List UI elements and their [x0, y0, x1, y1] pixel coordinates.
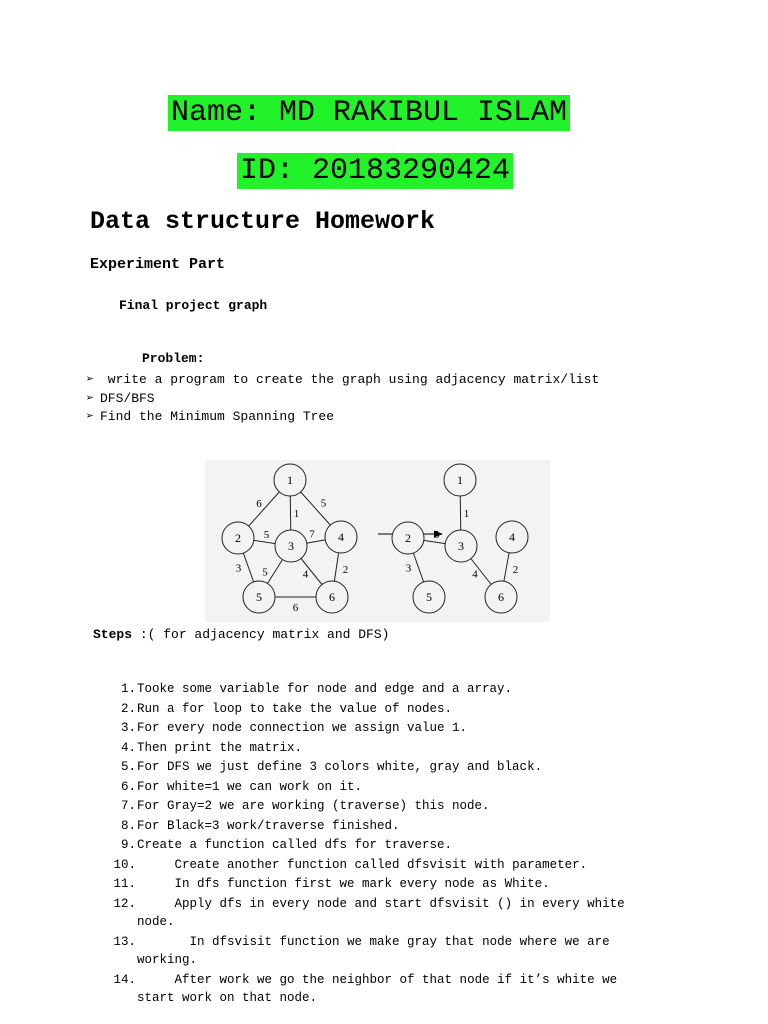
- student-id: ID: 20183290424: [237, 153, 513, 189]
- arrow-bullet-icon: ➢: [86, 372, 94, 387]
- mst-node-label-3: 3: [458, 539, 464, 553]
- step-item: 13. In dfsvisit function we make gray that node where we are working.: [113, 934, 618, 967]
- step-item: 1. Tooke some variable for node and edge and a array.: [120, 682, 513, 696]
- step-item: 11. In dfs function first we mark every node as White.: [113, 877, 550, 891]
- graph-edge-weight-3-6: 4: [302, 568, 309, 581]
- step-item: 8. For Black=3 work/traverse finished.: [120, 818, 400, 833]
- graph-node-label-2: 2: [235, 531, 241, 545]
- step-item: 5. For DFS we just define 3 colors white, gray and black.: [120, 760, 543, 774]
- list-item: [86, 408, 599, 427]
- student-name: Name: MD RAKIBUL ISLAM: [168, 95, 570, 131]
- document-title: Data structure Homework: [90, 207, 436, 236]
- step-item: 4. Then print the matrix.: [120, 740, 303, 755]
- graph-edge-weight-3-4: 7: [309, 528, 315, 541]
- step-item: 14. After work we go the neighbor of that node if it’s white we start work on that node.: [113, 972, 625, 1005]
- graph-edge-weight-4-6: 2: [342, 564, 349, 576]
- graph-edge-weight-1-4: 5: [320, 497, 327, 510]
- graph-node-label-4: 4: [338, 530, 344, 544]
- mst-node-label-4: 4: [509, 530, 515, 544]
- list-item-text: DFS/BFS: [100, 390, 155, 406]
- graph-node-label-1: 1: [287, 473, 293, 487]
- mst-edge-weight-1-3: 1: [463, 508, 470, 520]
- graph-edge-weight-2-5: 3: [235, 562, 242, 575]
- arrow-bullet-icon: ➢: [86, 390, 94, 406]
- graph-node-label-6: 6: [329, 590, 335, 604]
- mst-edge-weight-2-3: 5: [433, 529, 440, 541]
- graph-edge-weight-1-2: 6: [256, 498, 262, 510]
- problem-label: Problem:: [142, 351, 205, 366]
- step-item: 7. For Gray=2 we are working (traverse) this node.: [120, 799, 490, 813]
- step-item: 2. Run a for loop to take the value of nodes.: [120, 701, 453, 716]
- graph-edge-weight-2-3: 5: [263, 529, 270, 541]
- mst-edge-weight-2-5: 3: [405, 562, 412, 575]
- step-item: 9. Create a function called dfs for traverse.: [120, 838, 453, 852]
- list-item: [86, 371, 599, 390]
- graph-label: Final project graph: [119, 298, 268, 313]
- mst-node-label-2: 2: [405, 531, 411, 545]
- steps-heading: Steps :( for adjacency matrix and DFS): [93, 627, 390, 642]
- graph-edge-weight-3-5: 5: [262, 566, 268, 579]
- mst-node-label-6: 6: [498, 590, 504, 604]
- problem-list: [86, 371, 599, 427]
- mst-node-label-5: 5: [426, 590, 432, 604]
- list-item: [86, 390, 599, 409]
- graph-mst-diagram: [205, 460, 550, 622]
- mst-edge-weight-3-6: 4: [472, 568, 478, 581]
- list-item-text: write a program to create the graph using adjacency matrix/list: [100, 372, 600, 387]
- step-item: 3. For every node connection we assign value 1.: [120, 721, 468, 735]
- mst-edge-weight-4-6: 2: [512, 564, 519, 576]
- graph-node-label-3: 3: [288, 539, 294, 553]
- arrow-bullet-icon: ➢: [86, 409, 94, 424]
- step-item: 12. Apply dfs in every node and start dfsvisit () in every white node.: [113, 896, 633, 929]
- graph-edge-weight-5-6: 6: [292, 602, 299, 614]
- graph-edge-weight-1-3: 1: [293, 508, 300, 520]
- list-item-text: Find the Minimum Spanning Tree: [100, 409, 335, 424]
- mst-node-label-1: 1: [457, 473, 463, 487]
- graph-node-label-5: 5: [256, 590, 262, 604]
- steps-list: [110, 680, 633, 1009]
- step-item: 10. Create another function called dfsvisit with parameter.: [113, 857, 588, 872]
- section-heading: Experiment Part: [90, 256, 226, 273]
- step-item: 6. For white=1 we can work on it.: [120, 779, 363, 794]
